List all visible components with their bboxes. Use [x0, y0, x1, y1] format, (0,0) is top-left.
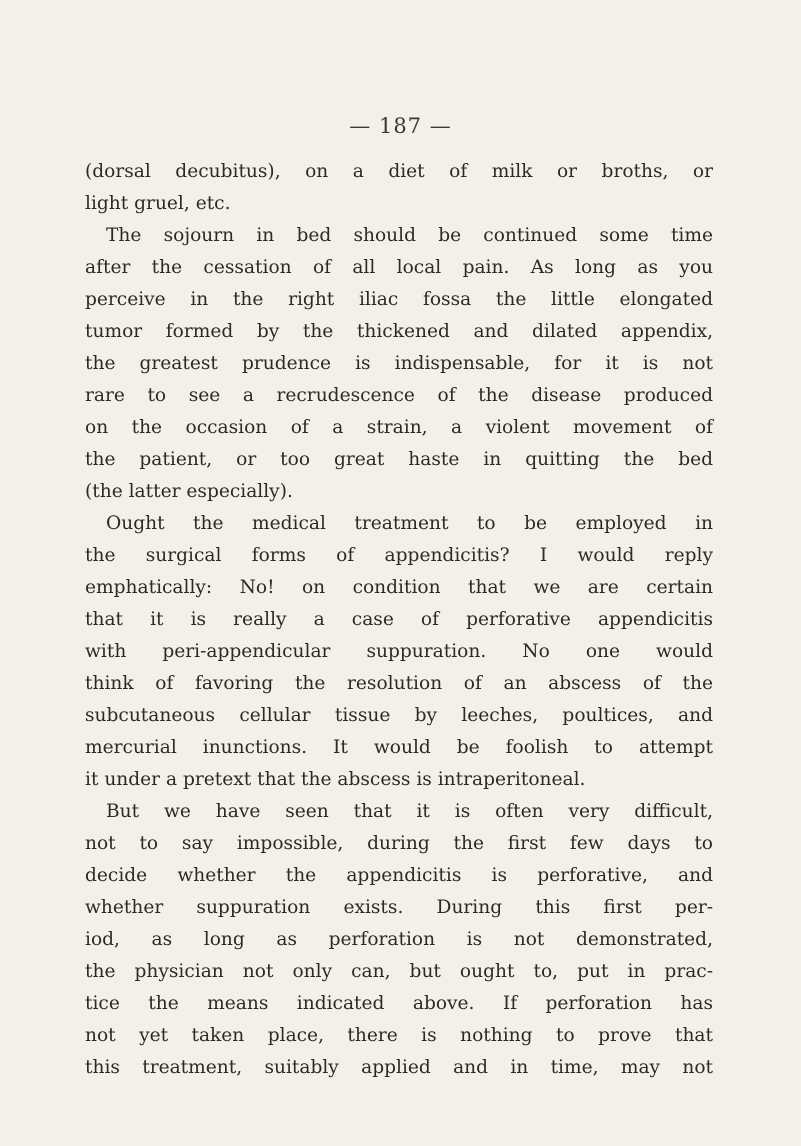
text-line: iod, as long as perforation is not demonstrated, [85, 929, 713, 950]
text-line: after the cessation of all local pain. As long as you [85, 257, 713, 278]
text-line: the greatest prudence is indispensable, for it is not [85, 353, 713, 374]
text-line: emphatically: No! on condition that we are certain [85, 577, 713, 598]
text-line: the surgical forms of appendicitis? I would reply [85, 545, 713, 566]
text-line: subcutaneous cellular tissue by leeches, poultices, and [85, 705, 713, 726]
text-line: on the occasion of a strain, a violent movement of [85, 417, 713, 438]
text-line: light gruel, etc. [85, 193, 231, 214]
text-line: perceive in the right iliac fossa the little elongated [85, 289, 713, 310]
text-line: rare to see a recrudescence of the disease produced [85, 385, 713, 406]
text-line: not yet taken place, there is nothing to prove that [85, 1025, 713, 1046]
text-line: tumor formed by the thickened and dilated appendix, [85, 321, 713, 342]
text-line: tice the means indicated above. If perforation has [85, 993, 713, 1014]
text-line: (dorsal decubitus), on a diet of milk or broths, or [85, 161, 713, 182]
text-line: the physician not only can, but ought to, put in prac- [85, 961, 713, 982]
text-line: Ought the medical treatment to be employed in [106, 513, 713, 534]
body-text [85, 156, 713, 1084]
text-line: with peri-appendicular suppuration. No one would [85, 641, 713, 662]
text-line: But we have seen that it is often very difficult, [106, 801, 713, 822]
text-line: that it is really a case of perforative appendicitis [85, 609, 713, 630]
text-line: whether suppuration exists. During this first per- [85, 897, 713, 918]
text-line: The sojourn in bed should be continued some time [106, 225, 713, 246]
text-line: mercurial inunctions. It would be foolish to attempt [85, 737, 713, 758]
text-line: (the latter especially). [85, 481, 293, 502]
text-line: it under a pretext that the abscess is intraperitoneal. [85, 769, 586, 790]
page-number: — 187 — [349, 114, 452, 138]
text-line: the patient, or too great haste in quitting the bed [85, 449, 713, 470]
text-line: think of favoring the resolution of an abscess of the [85, 673, 713, 694]
text-line: not to say impossible, during the first few days to [85, 833, 713, 854]
text-line: this treatment, suitably applied and in time, may not [85, 1057, 713, 1078]
text-line: decide whether the appendicitis is perforative, and [85, 865, 713, 886]
